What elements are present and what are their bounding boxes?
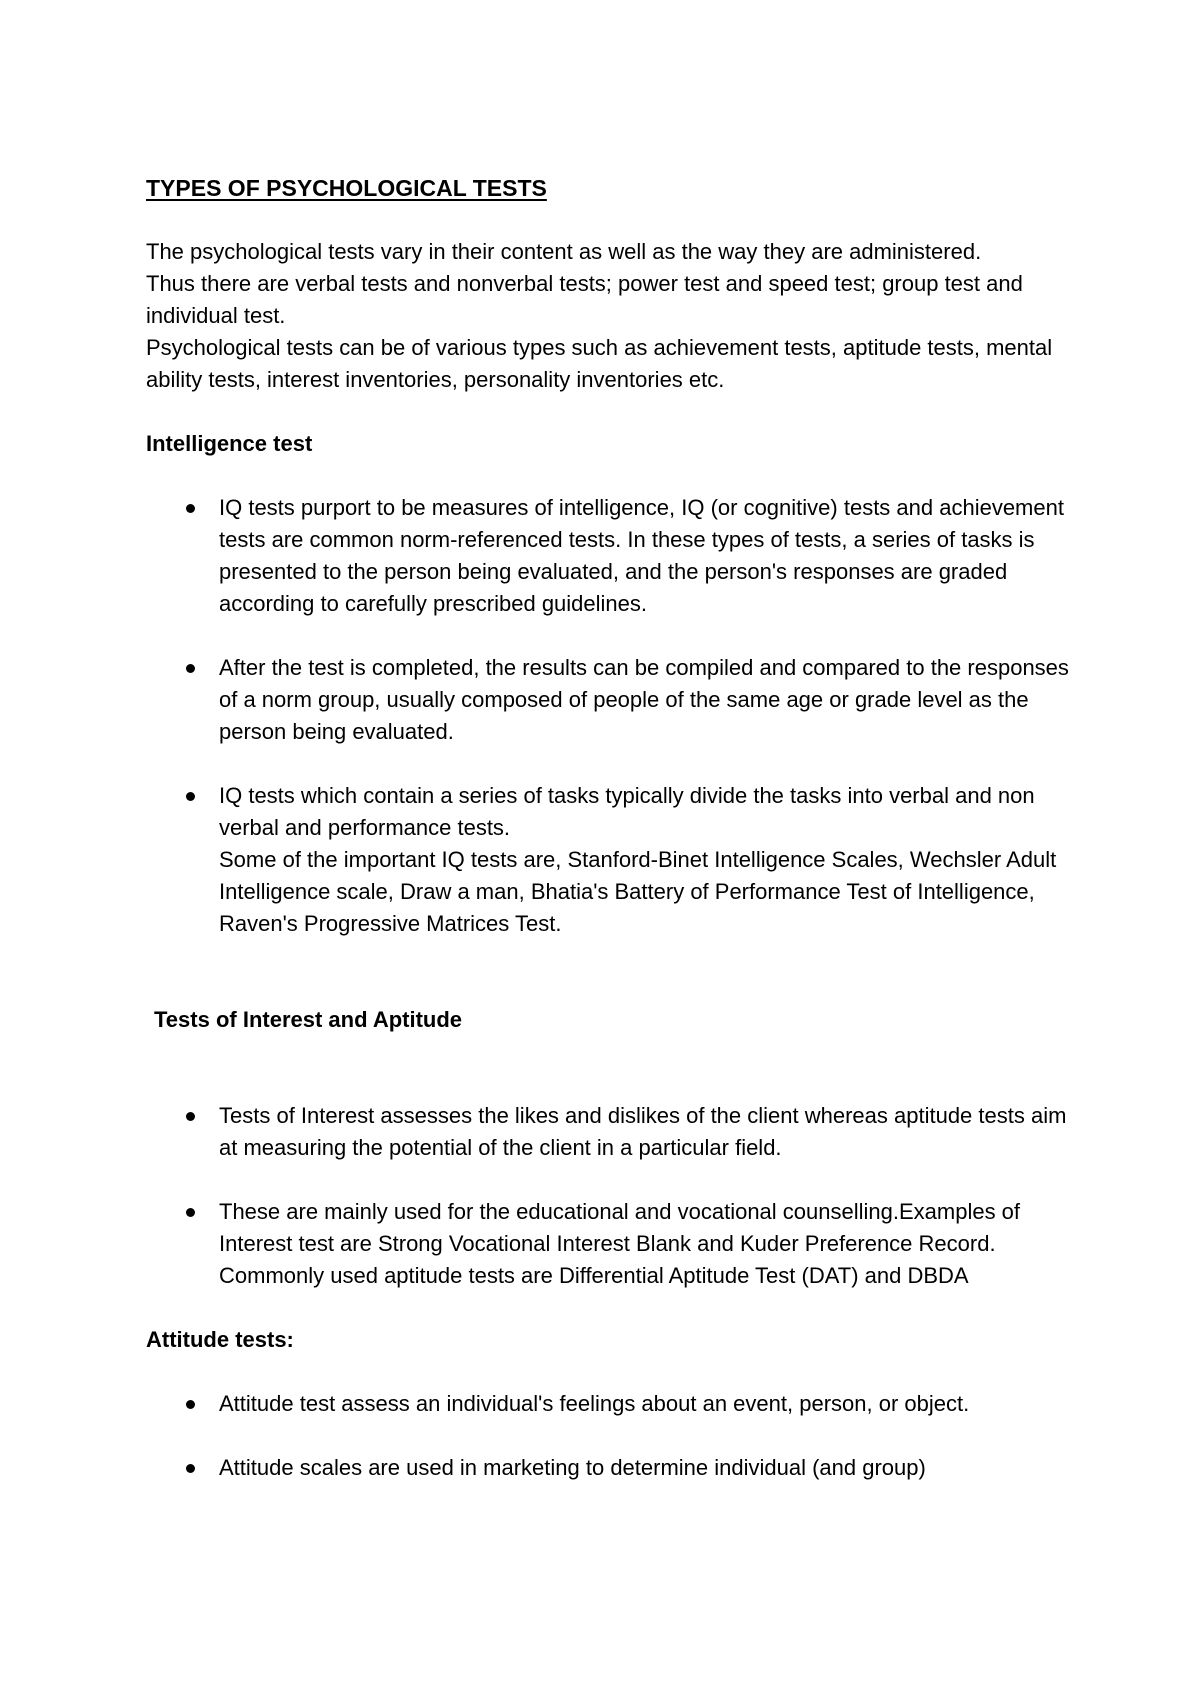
list-item-continuation: Some of the important IQ tests are, Stanford-Binet Intelligence Scales, Wechsler Adult Intelligence scale, Draw a man, Bhatia's Battery of Performance Test of Intelligence, Raven's Progressive Matrices Test. [219, 847, 1057, 936]
bullet-icon [186, 1464, 195, 1473]
intro-paragraph: Thus there are verbal tests and nonverbal tests; power test and speed test; group test and individual test. [146, 271, 1023, 328]
list-item-text: IQ tests purport to be measures of intelligence, IQ (or cognitive) tests and achievement tests are common norm-referenced tests. In these types of tests, a series of tasks is presented to the person being evaluated, and the person's responses are graded according to carefully prescribed guidelines. [219, 495, 1064, 616]
list-item [146, 492, 1076, 620]
bullet-icon [186, 664, 195, 673]
section-heading-interest-aptitude: Tests of Interest and Aptitude [154, 1007, 463, 1032]
list-item-text: After the test is completed, the results can be compiled and compared to the responses of a norm group, usually composed of people of the same age or grade level as the person being evaluated. [219, 655, 1069, 744]
list-item [146, 1100, 1076, 1164]
list-item-text: Tests of Interest assesses the likes and dislikes of the client whereas aptitude tests aim at measuring the potential of the client in a particular field. [219, 1103, 1067, 1160]
list-item [146, 1388, 1076, 1420]
bullet-icon [186, 792, 195, 801]
section-heading-intelligence: Intelligence test [146, 431, 313, 456]
intro-paragraph: The psychological tests vary in their content as well as the way they are administered. [146, 239, 982, 264]
attitude-bullet-list [146, 1388, 1076, 1484]
bullet-icon [186, 1208, 195, 1217]
list-item-text: IQ tests which contain a series of tasks typically divide the tasks into verbal and non verbal and performance tests. [219, 783, 1035, 840]
list-item [146, 652, 1076, 748]
bullet-icon [186, 1400, 195, 1409]
list-item [146, 780, 1076, 940]
document-page [146, 172, 1076, 1516]
intro-block [146, 236, 1076, 396]
list-item [146, 1196, 1076, 1292]
spacer [146, 940, 1076, 1004]
interest-aptitude-bullet-list [146, 1100, 1076, 1292]
bullet-icon [186, 504, 195, 513]
document-title: TYPES OF PSYCHOLOGICAL TESTS [146, 175, 547, 201]
list-item-text: These are mainly used for the educational and vocational counselling.Examples of Interest test are Strong Vocational Interest Blank and Kuder Preference Record. Commonly used aptitude tests are Differential Aptitude Test (DAT) and DBDA [219, 1199, 1021, 1288]
list-item-text: Attitude test assess an individual's feelings about an event, person, or object. [219, 1391, 970, 1416]
list-item-text: Attitude scales are used in marketing to determine individual (and group) [219, 1455, 926, 1480]
bullet-icon [186, 1112, 195, 1121]
list-item [146, 1452, 1076, 1484]
intelligence-bullet-list [146, 492, 1076, 940]
intro-paragraph: Psychological tests can be of various types such as achievement tests, aptitude tests, mental ability tests, interest inventories, personality inventories etc. [146, 335, 1053, 392]
section-heading-attitude: Attitude tests: [146, 1327, 294, 1352]
